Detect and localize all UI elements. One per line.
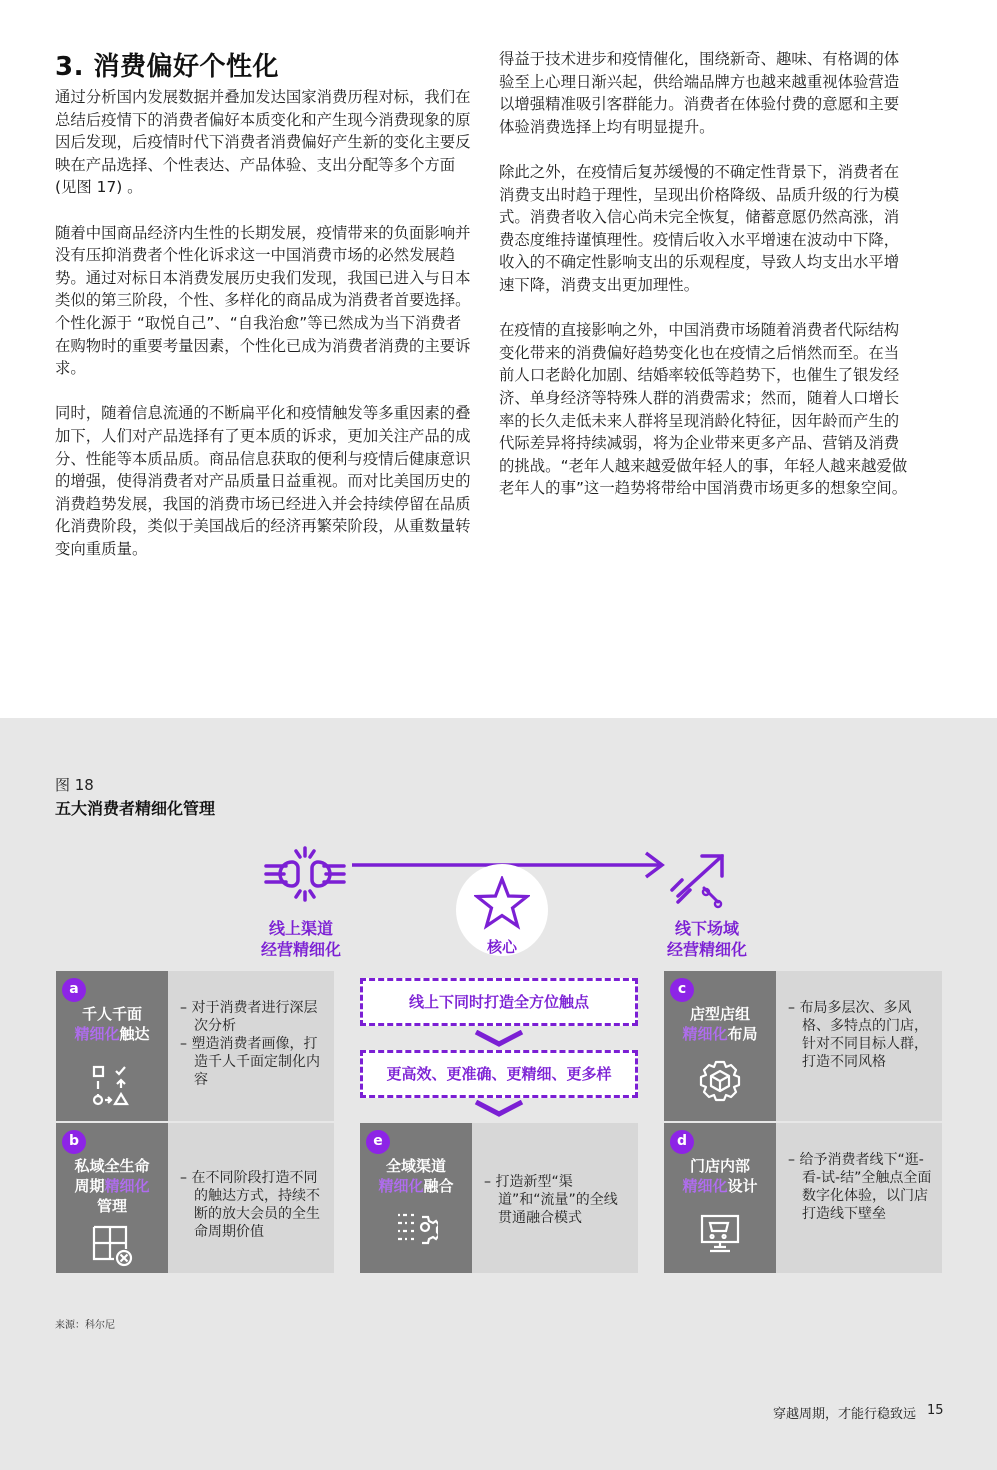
shapes-flow-icon bbox=[90, 1063, 134, 1107]
figure-title: 五大消费者精细化管理 bbox=[55, 799, 216, 818]
chevron-down-icon bbox=[474, 1100, 524, 1118]
card-d-title: 门店内部 精细化设计 bbox=[682, 1157, 758, 1195]
grid-remove-icon bbox=[90, 1223, 134, 1267]
paragraph: 同时，随着信息流通的不断扁平化和疫情触发等多重因素的叠加下，人们对产品选择有了更本质的诉求，更加关注产品的成分、性能等本质品质。商品信息获取的便利与疫情后健康意识的增强，使得消费者对产品质量日益重视。而对比美国历史的消费趋势发展，我国的消费市场已经进入并会持续停留在品质化消费阶段，类似于美国战后的经济再繁荣阶段，从重数量转变向重质量。 bbox=[55, 404, 471, 558]
paragraph: 除此之外，在疫情后复苏缓慢的不确定性背景下，消费者在消费支出时趋于理性，呈现出价格降级、品质升级的行为模式。消费者收入信心尚未完全恢复，储蓄意愿仍然高涨，消费态度维持谨慎理性。疫情后收入水平增速在波动中下降，收入的不确定性影响支出的乐观程度，导致人均支出水平增速下降，消费支出更加理性。 bbox=[499, 162, 900, 294]
star-icon bbox=[474, 876, 530, 932]
offline-label: 线下场域 经营精细化 bbox=[666, 919, 747, 959]
paragraph: 得益于技术进步和疫情催化，围绕新奇、趣味、有格调的体验至上心理日渐兴起，供给端品牌方也越来越重视体验营造以增强精准吸引客群能力。消费者在体验付费的意愿和主要体验消费选择上均有明显提升。 bbox=[499, 50, 900, 136]
paragraph: 在疫情的直接影响之外，中国消费市场随着消费者代际结构变化带来的消费偏好趋势变化也在疫情之后悄然而至。在当前人口老龄化加剧、结婚率较低等趋势下，也催生了银发经济、单身经济等特殊人群的消费需求；然而，随着人口增长率的长久走低未来人群将呈现消龄化特征，因年龄而产生的代际差异将持续减弱，将为企业带来更多产品、营销及消费的挑战。“老年人越来越爱做年轻人的事，年轻人越来越爱做老年人的事”这一趋势将带给中国消费市场更多的想象空间。 bbox=[499, 321, 908, 498]
card-b-text: – 在不同阶段打造不同的触达方式，持续不断的放大会员的全生命周期价值 bbox=[180, 1170, 320, 1240]
offline-growth-icon bbox=[668, 850, 732, 914]
badge-a: a bbox=[62, 978, 86, 1002]
paragraph: 随着中国商品经济内生性的长期发展，疫情带来的负面影响并没有压抑消费者个性化诉求这一中国消费市场的必然发展趋势。通过对标日本消费发展历史我们发现，我国已进入与日本类似的第三阶段，个性、多样化的商品成为消费者首要选择。个性化源于 “取悦自己”、“自我治愈”等已然成为当下消费者在购物时的重要考量因素，个性化已成为消费者消费的主要诉求。 bbox=[55, 223, 471, 378]
core-box-goals: 更高效、更准确、更精细、更多样 bbox=[360, 1050, 638, 1098]
card-a-header bbox=[56, 971, 168, 1121]
badge-c: c bbox=[670, 978, 694, 1002]
section-heading: 3. 消费偏好个性化 bbox=[55, 52, 280, 82]
card-b-title: 私域全生命 周期精细化 管理 bbox=[74, 1157, 150, 1215]
card-c-title: 店型店组 精细化布局 bbox=[682, 1005, 758, 1043]
card-a-text: – 对于消费者进行深层次分析 – 塑造消费者画像，打造千人千面定制化内容 bbox=[180, 1000, 320, 1088]
card-e-title: 全域渠道 精细化融合 bbox=[378, 1157, 454, 1195]
card-d bbox=[664, 1123, 942, 1273]
footer-text: 穿越周期，才能行稳致远 bbox=[773, 1407, 917, 1422]
card-d-text: – 给予消费者线下“逛-看-试-结”全触点全面数字化体验，以门店打造线下壁垒 bbox=[788, 1152, 932, 1222]
card-d-header bbox=[664, 1123, 776, 1273]
store-screen-icon bbox=[698, 1211, 742, 1255]
left-column bbox=[55, 86, 473, 583]
online-channel-icon bbox=[262, 844, 348, 904]
paragraph: 通过分析国内发展数据并叠加发达国家消费历程对标，我们在总结后疫情下的消费者偏好本质变化和产生现今消费现象的原因后发现，后疫情时代下消费者消费偏好产生新的变化主要反映在产品选择、个性表达、产品体验、支出分配等多个方面 (见图 17) 。 bbox=[55, 88, 471, 197]
chevron-down-icon bbox=[474, 1030, 524, 1048]
right-column bbox=[499, 48, 909, 522]
badge-e: e bbox=[366, 1130, 390, 1154]
card-c-header bbox=[664, 971, 776, 1121]
page-number: 15 bbox=[927, 1403, 944, 1418]
online-label: 线上渠道 经营精细化 bbox=[260, 919, 341, 959]
card-a bbox=[56, 971, 334, 1121]
card-e bbox=[360, 1123, 638, 1273]
card-a-title: 千人千面 精细化触达 bbox=[74, 1005, 150, 1043]
badge-d: d bbox=[670, 1130, 694, 1154]
data-gear-icon bbox=[394, 1207, 438, 1251]
card-e-header bbox=[360, 1123, 472, 1273]
card-b bbox=[56, 1123, 334, 1273]
core-label: 核心 bbox=[486, 938, 517, 956]
card-c-text: – 布局多层次、多风格、多特点的门店，针对不同目标人群，打造不同风格 bbox=[788, 1000, 928, 1070]
card-b-header bbox=[56, 1123, 168, 1273]
card-c bbox=[664, 971, 942, 1121]
figure-number: 图 18 bbox=[55, 776, 94, 794]
cube-gear-icon bbox=[698, 1059, 742, 1103]
core-box-touchpoints: 线上下同时打造全方位触点 bbox=[360, 978, 638, 1026]
figure-source: 来源：科尔尼 bbox=[55, 1320, 115, 1331]
card-e-text: – 打造新型“渠道”和“流量”的全线贯通融合模式 bbox=[484, 1174, 618, 1226]
badge-b: b bbox=[62, 1130, 86, 1154]
